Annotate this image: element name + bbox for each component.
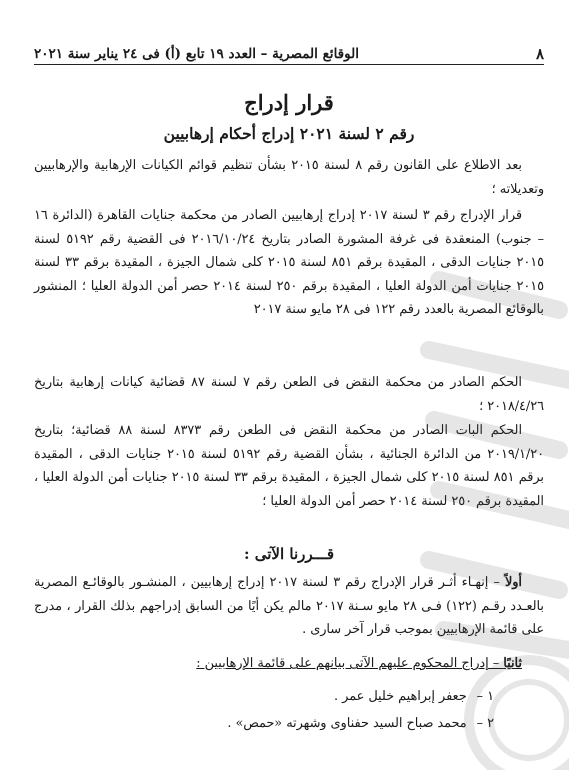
paragraph-cassation-ruling: الحكم الصادر من محكمة النقض فى الطعن رقم ٧ لسنة ٨٧ قضائية كيانات إرهابية بتاريخ ٢٠١٨/٤/٢٦ ؛ — [34, 375, 544, 414]
paragraph-law-reference: بعد الاطلاع على القانون رقم ٨ لسنة ٢٠١٥ بشأن تنظيم قوائم الكيانات الإرهابية والإرهابيين وتعديلاته ؛ — [34, 158, 544, 197]
names-list — [34, 683, 494, 737]
clause-second-text: – إدراج المحكوم عليهم الآتى بيانهم على قائمة الإرهابيين : — [196, 656, 504, 671]
paragraph-listing-decision: قرار الإدراج رقم ٣ لسنة ٢٠١٧ إدراج إرهابيين الصادر من محكمة جنايات القاهرة (الدائرة ١٦ – جنوب) المنعقدة فى غرفة المشورة الصادر بتاريخ ٢٠١٦/١٠/٢٤ فى القضية رقم ٥١٩٢ لسنة ٢٠١٥ جنايات الدقى ، المقيدة برقم ٨٥١ لسنة ٢٠١٥ كلى شمال الجيزة ، المقيدة برقم ٣٣ لسنة ٢٠١٥ جنايات أمن الدولة العليا ، المقيدة برقم ٢٥٠ لسنة ٢٠١٤ حصر أمن الدولة العليا ؛ المنشور بالوقائع المصرية بالعدد رقم ١٢٢ فى ٢٨ مايو سنة ٢٠١٧ — [34, 208, 545, 317]
list-item — [34, 683, 494, 710]
list-item — [34, 710, 494, 737]
list-item-number: ١ – — [476, 689, 494, 704]
clause-first-text: – إنهـاء أثـر قرار الإدراج رقم ٣ لسنة ٢٠١٧ إدراج إرهابيين ، المنشـور بالوقائـع المصرية بالعـدد رقـم (١٢٢) فـى ٢٨ مايو سـنة ٢٠١٧ مالم يكن أيًا من السابق إدراجهم بذلك القرار ، مدرج على قائمة الإرهابيين بموجب قرار آخر سارى . — [34, 575, 544, 637]
publication-line: الوقائع المصرية – العدد ١٩ تابع (أ) فى ٢٤ يناير سنة ٢٠٢١ — [34, 46, 359, 62]
document-title: قرار إدراج — [244, 90, 334, 115]
document-subtitle: رقم ٢ لسنة ٢٠٢١ إدراج أحكام إرهابيين — [163, 124, 415, 143]
document-page — [34, 0, 544, 778]
page-header — [34, 44, 544, 65]
clause-first — [34, 571, 544, 642]
list-item-name: جعفر إبراهيم خليل عمر . — [334, 689, 467, 704]
paragraph-final-ruling: الحكم البات الصادر من محكمة النقض فى الطعن رقم ٨٣٧٣ لسنة ٨٨ قضائية؛ بتاريخ ٢٠١٩/١/٢٠ من الدائرة الجنائية ، بشأن القضية رقم ٥١٩٢ لسنة ٢٠١٥ جنايات الدقى ، المقيدة برقم ٨٥١ لسنة ٢٠١٥ كلى شمال الجيزة ، المقيدة برقم ٣٣ لسنة ٢٠١٥ جنايات أمن الدولة العليا ، المقيدة برقم ٢٥٠ لسنة ٢٠١٤ حصر أمن الدولة العليا ؛ — [34, 423, 544, 509]
clause-first-label: أولاً — [504, 575, 522, 590]
decision-heading: قـــررنا الآتى : — [244, 545, 334, 563]
list-item-number: ٢ – — [476, 716, 494, 731]
clause-second — [34, 652, 544, 676]
list-item-name: محمد صباح السيد حفناوى وشهرته «حمص» . — [227, 716, 467, 731]
clause-second-label: ثانيًا — [503, 656, 522, 671]
page-number: ٨ — [535, 45, 544, 63]
